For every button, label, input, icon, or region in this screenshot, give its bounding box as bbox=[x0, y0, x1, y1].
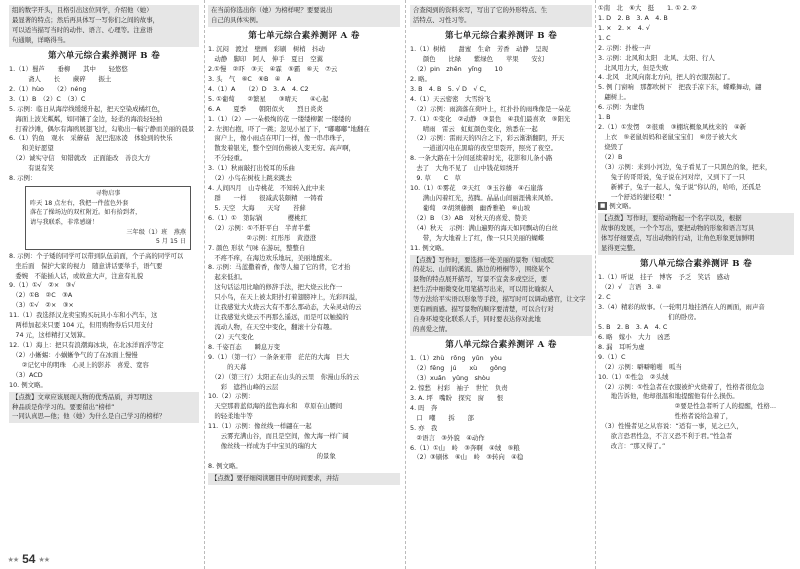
text-line: 葡萄 ②胡须藤颤 幽香雅艳 ⑥山坡 bbox=[410, 203, 531, 212]
text-line: 【点拨】写作时，要给动物起一个名字以及，根据 bbox=[601, 214, 742, 223]
text-line: 带，为大地着上了红，像一只只美丽的蝴蝶 bbox=[410, 233, 545, 242]
text-line: 6.（1）①山 岭 ③奔啊 ④绒 ⑤粮 bbox=[410, 443, 520, 452]
text-line: 流动人物，在天空中变化，翻滚十分有趣。 bbox=[208, 322, 336, 331]
text-line: 让我感觉大火烧云大有不那么那动态，大朵灵动的云 bbox=[208, 303, 362, 312]
text-line: ②记忆中的明珠 心灵上的影苏 喜爱、宽容 bbox=[9, 360, 149, 369]
section-title-text: 第六单元综合素养测评 B 卷 bbox=[48, 50, 160, 61]
text-line: 10.（2）示例： bbox=[208, 392, 255, 401]
text-line: 动静 脚印 阿人 伸手 夏日 空翼 bbox=[208, 55, 324, 64]
text-line: 坐后面 保护大家的视力 随意讲话要举手，语气要 bbox=[9, 261, 163, 270]
text-line: ①南 北 ⑥大 挺 1. ① 2. ② bbox=[598, 4, 697, 12]
text-line: 5. 例 门窗响 那都吹树下 把我手凉下东，蝶蝶舞动，翩 bbox=[598, 83, 762, 92]
section-title bbox=[208, 30, 400, 43]
section-title bbox=[410, 339, 592, 352]
text-line: 颜色 比绿 紫绿色 苹果 安幻 bbox=[410, 55, 545, 64]
text-line: （2）B bbox=[598, 152, 623, 161]
text-line: 有说有笑 bbox=[9, 164, 54, 173]
section-title bbox=[9, 50, 199, 63]
text-line: 12.（1）海上：把只有浪潮海冰块，在北冰洋面浮等定 bbox=[9, 341, 164, 350]
text-line: （2）pin zhēn yǐng 10 bbox=[410, 65, 503, 73]
text-line: 欲言恐君性急，不言又恐不利于君。”性急者 bbox=[598, 432, 733, 441]
text-line: 和美好愿望 bbox=[9, 144, 54, 153]
text-line: 起来低扣。 bbox=[208, 273, 247, 282]
text-line: 5. 示例：临日从海岸线缓缓升起，把天空染成橘红色， bbox=[9, 104, 165, 113]
text-line: 9.（1）（第一行）一条条亚带 茫茫的大海 巨大 bbox=[208, 352, 350, 361]
text-line: 3. B 4. B 5. √ D √ C。 bbox=[410, 84, 491, 93]
text-line: 6. A 夏季 朝阳似火 烈日炎炎 bbox=[208, 104, 323, 113]
text-line: 只小鸟，在天上被太阳扑打着翅膀冲上，光彩四溢， bbox=[208, 293, 362, 302]
text-line: 把生活中细微变化用笔描写出来，可以用比喻拟人 bbox=[413, 285, 554, 294]
text-line: （3）性慢者见之从容说：“适有一事，见之已久， bbox=[598, 422, 743, 431]
section-title bbox=[410, 30, 592, 43]
text-line: 满山闪着红光，蒸腾。晶晶山间丽涯佛来风娇。 bbox=[410, 193, 557, 202]
text-line: 窗户上，像小雨点在叩门一样，像一串串珠子， bbox=[208, 134, 349, 143]
text-line: 6. 示例：为虚伪 bbox=[598, 103, 645, 112]
text-line: 8. 例文略。 bbox=[208, 461, 242, 470]
section-title-text: 第八单元综合素养测评 A 卷 bbox=[445, 339, 557, 350]
text-line: 9. 草 C 草 bbox=[410, 174, 487, 183]
text-line: 2.①慢 ②吓 ③天 ④霖 ⑤霸 ⑥天 ⑦云 bbox=[208, 65, 338, 73]
text-line: 2. 示例：扑梭一声 bbox=[598, 43, 651, 52]
text-line: （3）①√ ②× ③× bbox=[9, 301, 74, 310]
text-line: 委婉 不能插人话，或故意大声，注意有礼貌 bbox=[9, 271, 144, 280]
hint-block bbox=[208, 5, 400, 27]
text-line: 1. B bbox=[598, 113, 611, 122]
text-line: 8. 示例： bbox=[9, 174, 37, 183]
answer-list bbox=[410, 45, 592, 253]
text-line: 10.（1）①性急 ②头绒 bbox=[598, 372, 669, 381]
text-line: 5. 亦 我 bbox=[410, 423, 476, 432]
text-line: 6.（1）钓鱼 观水 采蘑菇 泥巴泡冰凌 体验到的快乐 bbox=[9, 134, 173, 143]
text-line: 11. 例文略。 bbox=[410, 243, 448, 252]
column-4 bbox=[598, 4, 794, 551]
text-line: 不分轻重。 bbox=[208, 154, 247, 163]
text-line: 更有画面感。描写景物的顺序要清楚，可以合行对 bbox=[413, 305, 554, 314]
notice-date: 5 月 15 日 bbox=[155, 238, 186, 246]
text-line: 2.（1）hùo （2）néng bbox=[9, 84, 87, 93]
text-line: （2）示例：噼噼啪啪 呱当 bbox=[598, 362, 682, 371]
text-line: 8. 示例：马蓝撒着香，像等人撞了它的背，它才抬 bbox=[208, 263, 351, 272]
text-line: 两样加起来只要 104 元，但用购物券后只用支付 bbox=[9, 321, 154, 330]
text-line: ②示例：红彤彤 黄澄澄 bbox=[208, 233, 316, 242]
text-line: 8. 漏 耳听为虚 bbox=[598, 342, 645, 351]
text-line: 4.（1）天云密密 大雪纷飞 bbox=[410, 94, 491, 103]
text-line: 7.（1）①变化 ②动静 ③景色 ④我们最喜欢 ⑤阳光 bbox=[410, 114, 571, 123]
text-line: （2）诚实守信 知错就改 正面能改 善良大方 bbox=[9, 154, 151, 163]
text-line: 【点拨】要仔细阅读题目中的时间要求，并结 bbox=[211, 473, 339, 482]
notice-signature: 三年级（1）班 燕燕 bbox=[126, 228, 186, 236]
text-line: 句通顺，详略得当。 bbox=[12, 35, 70, 44]
column-divider bbox=[595, 0, 596, 569]
text-line: 5. ①葡萄 ②繁星 ③晴天 ④心起 bbox=[208, 94, 329, 103]
text-line: 们的卧房。 bbox=[598, 313, 701, 322]
text-line: 散发着银光，整个空间仿佛被人变无穷。高声啊， bbox=[208, 144, 355, 153]
star-decoration: ★★ bbox=[38, 557, 50, 564]
text-line: 5. 天空 大海 天穹 苔藓 bbox=[208, 203, 306, 212]
answer-list bbox=[208, 462, 400, 472]
text-line: 等方法给平实语以形象等手段，描写时可以调动感官，让文字 bbox=[413, 295, 586, 304]
text-line: 3. 示例：北风和太阳 北风、太阳、行人 bbox=[598, 53, 715, 62]
text-line: 的天幕 bbox=[208, 362, 247, 371]
answer-list bbox=[208, 45, 400, 462]
lost-item-notice bbox=[25, 186, 191, 250]
text-line: 一个舒适的捷径哦！” bbox=[598, 192, 672, 201]
hint-block bbox=[9, 5, 199, 47]
text-line: 【点拨】写作时，要选择一处美丽的景物（如或院 bbox=[413, 255, 554, 264]
text-line: （2）√ 言语 3. ④ bbox=[598, 283, 662, 292]
text-line: （3）xuǎn yǔng shòu bbox=[410, 374, 490, 383]
text-line: ②语言 ③外貌 ④动作 bbox=[410, 433, 485, 442]
text-line: 7. 颜色 形状 气味 在游玩，整整自 bbox=[208, 243, 306, 252]
text-line: 去了 大角不见了 山中钱花如绣开 bbox=[410, 164, 519, 173]
section-title-text: 第七单元综合素养测评 A 卷 bbox=[248, 30, 360, 41]
text-line: 一同认真思—他；他（她）为什么是自己学习的榜样？ bbox=[12, 412, 166, 421]
text-line: 故事的发展，一个个写出，要把动物的形象和语言写具 bbox=[601, 224, 755, 233]
answer-list bbox=[9, 65, 199, 184]
text-line: 8. 示例：个子矮的同学可以带到队伍前面，个子高的同学可以 bbox=[9, 251, 184, 260]
text-line: 的轻柔地牛等 bbox=[208, 412, 253, 421]
text-line: 显得更完整。 bbox=[601, 244, 640, 253]
text-line: 1.（1）听说 挂子 博客 予乏 笑话 感动 bbox=[598, 273, 730, 282]
star-decoration: ★★ bbox=[8, 557, 19, 564]
text-line: 8. 一条大路在十分间延续着时光，花影和儿条小路 bbox=[410, 154, 553, 163]
text-line: 天空那碧蓝似海的蓝色海水和 草原在山腰间 bbox=[208, 402, 343, 411]
text-line: 的景象 bbox=[208, 451, 336, 460]
text-line: 可以适当描写当时的动作、语言、心理等。注意语 bbox=[12, 25, 153, 34]
text-line: 74 元，这样精打又划算。 bbox=[9, 331, 90, 340]
text-line: 的花坛、山间的溪流、路边的梧桐等），围绕某个 bbox=[413, 265, 551, 274]
text-line: 11.（1）示例：像丝线一样翩在一起 bbox=[208, 422, 312, 431]
text-line: 口 嘲 拆 部 bbox=[410, 413, 474, 422]
text-line: 地告诉他，他却很温和地提醒他有什么损伤。 bbox=[598, 392, 739, 401]
text-line: 3.（1）秋雨敲打出悦耳的乐曲 bbox=[208, 164, 295, 173]
text-line: 2.（1）①发愣 ②很重 ③棚坑概象风枕来的 ④新 bbox=[598, 123, 747, 132]
text-line: 9.（1）①√ ②× ③√ bbox=[9, 281, 76, 290]
text-line: 10.（1）①雾花 ②天红 ③玉谷藤 ④石崖落 bbox=[410, 184, 544, 193]
text-line: 1.（1）树梢 甜蜜 生命 芳香 动静 呈现 bbox=[410, 45, 548, 54]
text-line: 6. 略 嫁小 大力 凶恶 bbox=[598, 332, 671, 341]
text-line: 请与我联系，非常感谢！ bbox=[30, 218, 99, 226]
text-line: （3）示例：来到小河边，兔子看见了一只黑色的象，把来， bbox=[598, 162, 772, 171]
text-line: （2）小鸟在树枝上跳来跳去 bbox=[208, 174, 292, 183]
text-line: 烧毁了 bbox=[598, 142, 624, 151]
text-line: 4.（1）A （2）D 3. A 4. C2 bbox=[208, 84, 309, 93]
text-line: 打着沙滩，偶尔有海鸥展翅飞过，勾勒出一幅宁静而美丽的晨景 bbox=[9, 124, 195, 133]
text-line: 自身环境变化联系人手，同时要表达你对此地 bbox=[413, 315, 541, 324]
text-line: （2）B （3）AB 对秋天的喜爱、赞美 bbox=[410, 213, 528, 222]
text-line: 合查阅到的资料来写，写出了它的外形特点、生 bbox=[413, 6, 548, 14]
text-line: 4. 北风 北风向南北方向，把人的衣服刮起了。 bbox=[598, 73, 734, 82]
hint-block bbox=[598, 213, 794, 255]
text-line: 斋人 长 蕨碎 振土 bbox=[9, 74, 112, 83]
hint-block bbox=[410, 255, 592, 336]
text-line: 不疼不痒，在海边欢乐地玩，美丽地醒来。 bbox=[208, 253, 336, 262]
text-line: 3. 头 气 ⑥C ⑥B ④ A bbox=[208, 74, 292, 83]
text-line: （2）fēng jú xù gōng bbox=[410, 364, 507, 373]
text-line: 8. 千姿百态 瞬息万变 bbox=[208, 342, 281, 351]
text-line: （4）秋天 示例：满山遍野的海天如同飘动的白丝 bbox=[410, 223, 558, 232]
text-line: （3）ACD bbox=[9, 370, 43, 379]
text-line: 1.（1）蜀芦 垂柳 其中 轻悠悠 bbox=[9, 65, 128, 73]
answer-list bbox=[598, 273, 794, 452]
text-line: 兔子的哥哥说，兔子说在河对岸，又到下了一只 bbox=[598, 172, 745, 181]
text-line: 昨天 18 点左右，我把一件蓝色外套 bbox=[30, 199, 129, 207]
text-line: 3. A. 坪 嘴盼 探究 窗 恨 bbox=[410, 393, 504, 402]
text-line: 种品质是你学习的。要要留出“榜样” bbox=[12, 402, 115, 411]
text-line: 晴雨 雷云 虹虹颜色变化，熟悉在一起 bbox=[410, 124, 538, 133]
notice-body bbox=[30, 199, 186, 228]
text-line: 4. 人间四月 山寺桃花 不知转入此中来 bbox=[208, 184, 325, 193]
text-line: 1. C bbox=[598, 33, 611, 42]
text-line: （2）（第三行）太阳正在山头的云里 你漫山乐的云 bbox=[208, 372, 360, 381]
text-line: 6.（1）① 第际锅 樱桃红 bbox=[208, 213, 307, 222]
text-line: 海面上波光粼粼，如同镶了金边，轻柔的海浪轻轻拍 bbox=[9, 114, 163, 123]
text-line: ②要是性急者听了人的提醒，性格... bbox=[598, 402, 776, 411]
column-1 bbox=[9, 4, 199, 551]
section-title-text: 第八单元综合素养测评 B 卷 bbox=[640, 259, 752, 270]
text-line: 改言：“那又得了。” bbox=[598, 442, 666, 451]
text-line: 组的数字开头，且格引出这位同学，介绍他（她） bbox=[12, 6, 153, 14]
column-divider bbox=[204, 0, 205, 569]
text-line: 1. D 2. B 3. A 4. B bbox=[598, 13, 668, 22]
section-title-text: 第七单元综合素养测评 B 卷 bbox=[445, 30, 557, 41]
hint-block bbox=[208, 473, 400, 485]
text-line: 最显著的特点；然后再具体写一写你们之间的故事， bbox=[12, 15, 159, 24]
text-line: 群 一样 很减武装颇精 一铸看 bbox=[208, 193, 324, 202]
column-divider bbox=[405, 0, 406, 569]
text-line: 云雾充满山谷，而且是空间，像大海一样广阔 bbox=[208, 432, 349, 441]
text-line: 3.（1）B （2）C （3）C bbox=[9, 94, 86, 103]
example-text: 例文略。 bbox=[609, 202, 635, 211]
text-line: 10. 例文略。 bbox=[9, 380, 47, 389]
text-line: 北风用力大，但是失败 bbox=[598, 63, 669, 72]
text-line: 【点拨】文章应该展现人物的优秀品质，并写明这 bbox=[12, 392, 153, 401]
notice-title: 寻物启事 bbox=[95, 190, 121, 198]
answer-list bbox=[410, 354, 592, 463]
text-line: 活特点、习性习等。 bbox=[413, 15, 471, 24]
section-tag: ■ bbox=[600, 203, 606, 210]
text-line: 彩 遮挡山峰的云层 bbox=[208, 382, 279, 391]
text-line: 新裤子，兔子一起人，兔子说”你认的，哈哈，还孤是 bbox=[598, 182, 762, 191]
text-line: 2. 惊愁 村彩 袖子 世忙 负责 bbox=[410, 383, 508, 392]
text-line: 5. B 2. B 3. A 4. C bbox=[598, 322, 668, 331]
page-number bbox=[8, 552, 50, 566]
text-line: 性格者说给急着了， bbox=[598, 412, 733, 421]
answer-list bbox=[9, 252, 199, 391]
text-line: 体写仔细要点，写出动物的行动，让角色形象更加鲜明 bbox=[601, 234, 755, 243]
example-note bbox=[598, 202, 794, 212]
text-line: （2）小蜥蜴：小蜗蜥争气的了在冰面上慢慢 bbox=[9, 350, 138, 359]
text-line: 3.（4）精彩的故事。（一轮明月地挂洒在人的画面，雨声音 bbox=[598, 303, 765, 312]
text-line: （2）示例：雨滴落在荷叶上，红扑扑的雨珠像是一朵花 bbox=[410, 104, 571, 113]
text-line: （2）示例：①不肝平白 半青半紫 bbox=[208, 223, 311, 232]
text-line: 翩树上。 bbox=[598, 93, 630, 102]
section-title bbox=[598, 258, 794, 271]
column-3 bbox=[410, 4, 592, 551]
column-2 bbox=[208, 4, 400, 551]
text-line: 这句话运用比喻的修辞手法，把大烧云比作一 bbox=[208, 283, 343, 292]
text-line: 1. × 2. × 4. √ bbox=[598, 23, 650, 32]
text-line: 1.（1）zhù rōng yǔn yòu bbox=[410, 354, 502, 363]
answer-list bbox=[598, 4, 794, 202]
hint-block bbox=[410, 5, 592, 27]
text-line: 2. C bbox=[598, 293, 611, 302]
text-line: （2）示例：①性急者在衣服被炉火烧着了，性格者很危急 bbox=[598, 382, 765, 391]
text-line: 的喜爱之情。 bbox=[413, 324, 452, 333]
page-number-text: 54 bbox=[22, 552, 36, 566]
text-line: 一道道闪电在黑暗的夜空里裂开，照亮了夜空。 bbox=[410, 144, 557, 153]
text-line: 像丝线一样成为手中宝贝的瑞的大 bbox=[208, 442, 317, 451]
text-line: （2）③刷体 ⑥山 岭 ③转向 ④稳 bbox=[410, 453, 524, 462]
text-line: 落在了操场边的双杠附近。如有拾到者， bbox=[30, 209, 142, 217]
hint-block bbox=[9, 392, 199, 424]
text-line: 2. 略。 bbox=[410, 74, 431, 83]
text-line: 在当前你选出你（她）为榜样呢？要要说出 bbox=[211, 6, 333, 14]
text-line: （2）①B ②C ③A bbox=[9, 291, 73, 300]
text-line: 4. 吗 奔 bbox=[410, 403, 476, 412]
text-line: 让我感觉火烧云不再那么遥远，而是可以触摸的 bbox=[208, 313, 349, 322]
text-line: 9.（1）C bbox=[598, 352, 626, 361]
text-line: 自己的具体实例。 bbox=[211, 15, 263, 24]
text-line: （2）示例：雷雨天的四合之下，彩云渐渐翻阴，开天 bbox=[410, 134, 565, 143]
text-line: 上衣 ⑤老鼠妈妈和老鼠宝宝们 ⑥房子被大火 bbox=[598, 132, 738, 141]
text-line: 2. 左拥右抱，吓了一跳；忽见小星了下，“嘟嘟嘟”地翻在 bbox=[208, 124, 370, 133]
text-line: （2）天气变化 bbox=[208, 332, 254, 341]
text-line: 1. 沉闷 渡过 壁画 彩刷 树梢 抖动 bbox=[208, 45, 325, 54]
text-line: 景物的特点展开描写，写景不宜贪多或空泛，要 bbox=[413, 275, 548, 284]
text-line: 1.（1）（2）—一朵极绚的花 一缕缕柳絮 一缕缕的 bbox=[208, 114, 351, 123]
text-line: 11.（1）我选择汉龙卖宝购买玩具小车和小汽车，这 bbox=[9, 311, 158, 320]
